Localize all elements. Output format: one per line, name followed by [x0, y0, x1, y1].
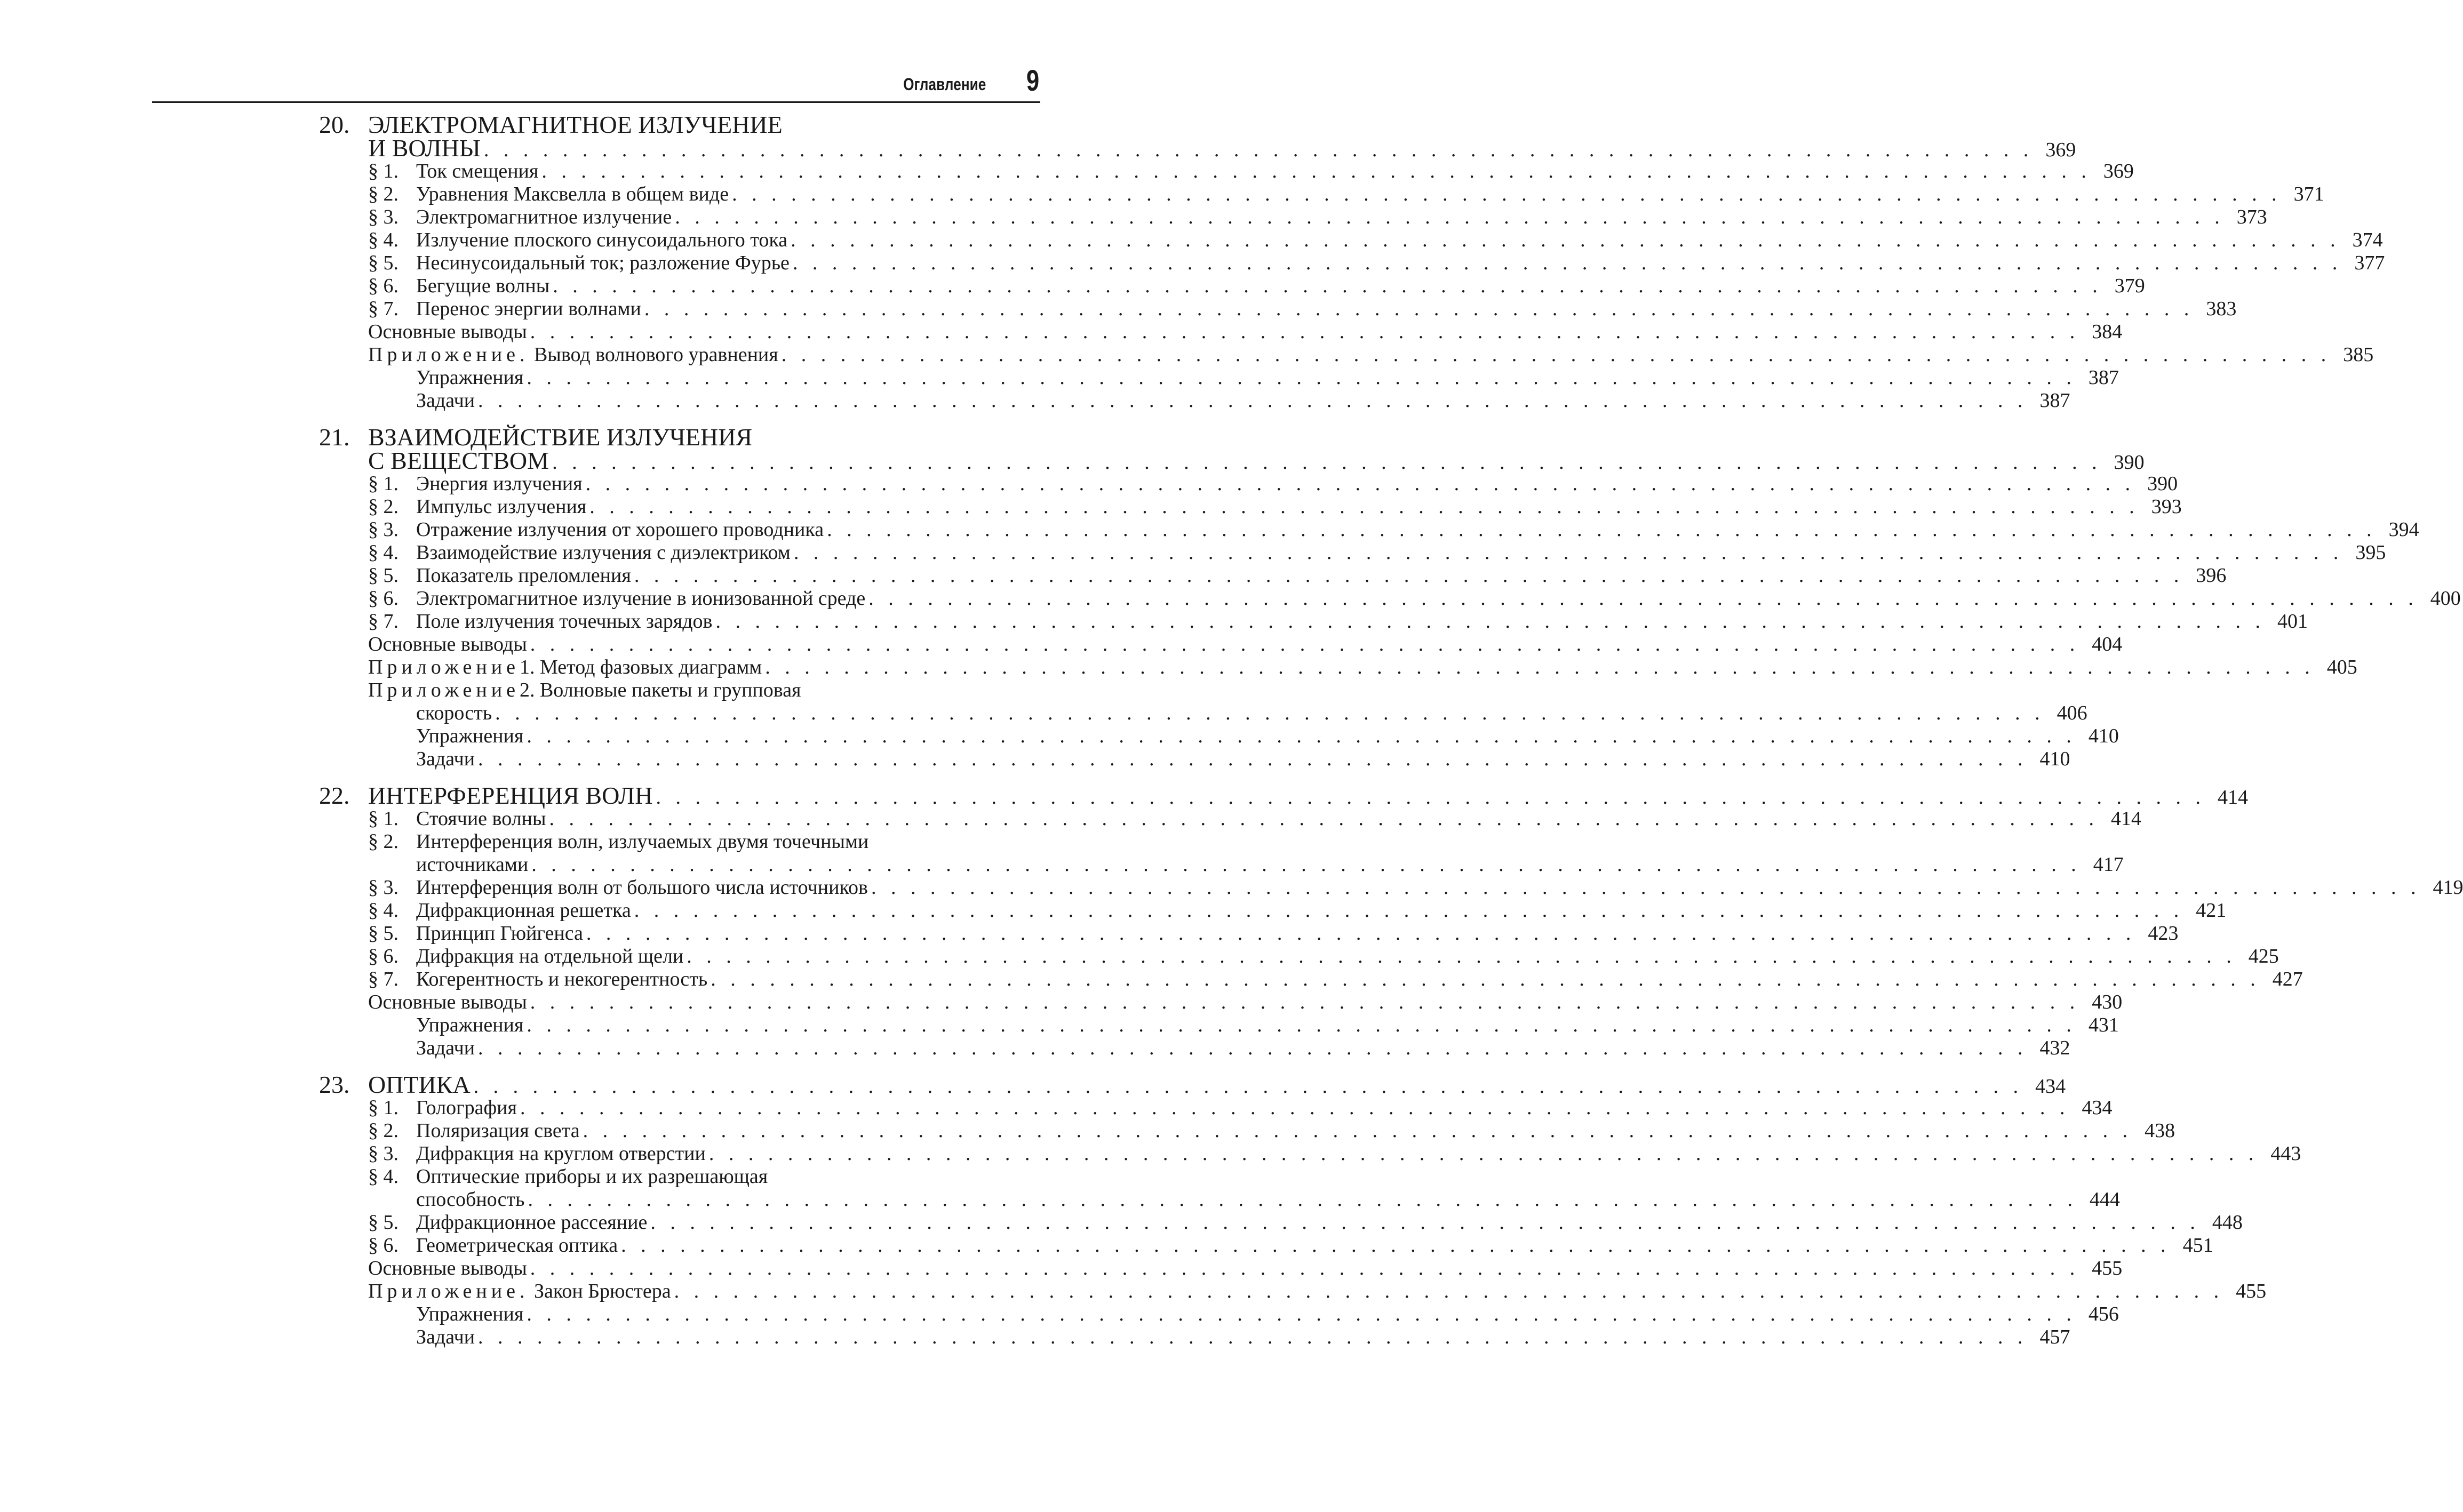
dot-leader: . . . . . . . . . . . . . . . . . . . . . . . . . . . . . . . . . . . . . . . . . . . . . . . . . . . . . . . . . . . . . . . . . . . . . . . . . . . . . . .: [765, 656, 2315, 678]
entry-page: 417: [2093, 853, 2124, 876]
section-number: § 5.: [368, 564, 398, 587]
section-number: § 7.: [368, 610, 398, 633]
entry-title: Голография: [416, 1097, 517, 1119]
toc-entry: [368, 725, 2119, 748]
chapter-title: ОПТИКА: [368, 1071, 471, 1098]
entry-page: 456: [2088, 1303, 2119, 1325]
dot-leader: . . . . . . . . . . . . . . . . . . . . . . . . . . . . . . . . . . . . . . . . . . . . . . . . . . . . . . . . . . . . . . . . . . . . . . . . . . . . . . .: [478, 389, 2028, 412]
dot-leader: . . . . . . . . . . . . . . . . . . . . . . . . . . . . . . . . . . . . . . . . . . . . . . . . . . . . . . . . . . . . . . . . . . . . . . . . . . . . . . .: [868, 587, 2418, 610]
entry-title: Приложение2. Волновые пакеты и групповая: [368, 679, 801, 701]
entry-page: 430: [2092, 991, 2123, 1013]
toc-entry: [368, 1326, 2070, 1349]
table-of-contents: [319, 111, 2463, 1362]
toc-entry: [368, 991, 2123, 1014]
dot-leader: . . . . . . . . . . . . . . . . . . . . . . . . . . . . . . . . . . . . . . . . . . . . . . . . . . . . . . . . . . . . . . . . . . . . . . . . . . . . . . .: [674, 1280, 2224, 1302]
dot-leader: . . . . . . . . . . . . . . . . . . . . . . . . . . . . . . . . . . . . . . . . . . . . . . . . . . . . . . . . . . . . . . . . . . . . . . . . . . . . . . .: [791, 229, 2340, 251]
toc-entry: [368, 587, 2461, 610]
dot-leader: . . . . . . . . . . . . . . . . . . . . . . . . . . . . . . . . . . . . . . . . . . . . . . . . . . . . . . . . . . . . . . . . . . . . . . . . . . . . . . .: [530, 321, 2080, 343]
toc-entry: [368, 564, 2227, 587]
toc-entry: [368, 1211, 2243, 1234]
chapter-heading-line: [319, 423, 1040, 451]
entry-title: способность: [416, 1188, 525, 1211]
entry-title: Излучение плоского синусоидального тока: [416, 229, 788, 251]
section-number: § 1.: [368, 160, 398, 182]
toc-entry: [368, 389, 2070, 412]
entry-title: Приложение. Закон Брюстера: [368, 1280, 671, 1302]
entry-title: Перенос энергии волнами: [416, 298, 641, 320]
toc-entry: [368, 1142, 2301, 1165]
dot-leader: . . . . . . . . . . . . . . . . . . . . . . . . . . . . . . . . . . . . . . . . . . . . . . . . . . . . . . . . . . . . . . . . . . . . . . . . . . . . . . .: [675, 206, 2225, 228]
entry-page: 387: [2088, 366, 2119, 389]
toc-entry: [368, 922, 2179, 945]
entry-page: 405: [2326, 656, 2357, 678]
section-number: § 3.: [368, 206, 398, 228]
section-number: § 2.: [368, 495, 398, 518]
dot-leader: . . . . . . . . . . . . . . . . . . . . . . . . . . . . . . . . . . . . . . . . . . . . . . . . . . . . . . . . . . . . . . . . . . . . . . . . . . . . . . .: [495, 702, 2045, 724]
dot-leader: . . . . . . . . . . . . . . . . . . . . . . . . . . . . . . . . . . . . . . . . . . . . . . . . . . . . . . . . . . . . . . . . . . . . . . . . . . . . . . .: [541, 160, 2091, 182]
dot-leader: . . . . . . . . . . . . . . . . . . . . . . . . . . . . . . . . . . . . . . . . . . . . . . . . . . . . . . . . . . . . . . . . . . . . . . . . . . . . . . .: [528, 1188, 2077, 1211]
dot-leader: . . . . . . . . . . . . . . . . . . . . . . . . . . . . . . . . . . . . . . . . . . . . . . . . . . . . . . . . . . . . . . . . . . . . . . . . . . . . . . .: [687, 945, 2236, 967]
dot-leader: . . . . . . . . . . . . . . . . . . . . . . . . . . . . . . . . . . . . . . . . . . . . . . . . . . . . . . . . . . . . . . . . . . . . . . . . . . . . . . .: [531, 853, 2081, 876]
entry-title: Упражнения: [416, 1303, 524, 1325]
entry-page: 390: [2147, 473, 2178, 495]
toc-entry: [368, 748, 2070, 771]
toc-entry: [368, 610, 2308, 633]
entry-title: Дифракция на круглом отверстии: [416, 1142, 706, 1165]
toc-entry: [368, 298, 2237, 321]
toc-entry: [368, 160, 2134, 183]
dot-leader: . . . . . . . . . . . . . . . . . . . . . . . . . . . . . . . . . . . . . . . . . . . . . . . . . . . . . . . . . . . . . . . . . . . . . . . . . . . . . . .: [589, 495, 2139, 518]
toc-chapter: [319, 423, 2461, 771]
dot-leader: . . . . . . . . . . . . . . . . . . . . . . . . . . . . . . . . . . . . . . . . . . . . . . . . . . . . . . . . . . . . . . . . . . . . . . . . . . . . . . .: [792, 252, 2342, 274]
chapter-page: 390: [2114, 451, 2145, 474]
entry-page: 379: [2114, 275, 2145, 297]
section-number: § 6.: [368, 275, 398, 297]
toc-entry: [368, 206, 2267, 229]
dot-leader: . . . . . . . . . . . . . . . . . . . . . . . . . . . . . . . . . . . . . . . . . . . . . . . . . . . . . . . . . . . . . . . . . . . . . . . . . . . . . . .: [715, 610, 2265, 633]
entry-title: Интерференция волн от большого числа источников: [416, 876, 868, 899]
dot-leader: . . . . . . . . . . . . . . . . . . . . . . . . . . . . . . . . . . . . . . . . . . . . . . . . . . . . . . . . . . . . . . . . . . . . . . . . . . . . . . .: [549, 807, 2099, 830]
toc-entry: [368, 541, 2386, 564]
toc-entry: [368, 1037, 2070, 1060]
toc-entry: [368, 679, 1040, 702]
dot-leader: . . . . . . . . . . . . . . . . . . . . . . . . . . . . . . . . . . . . . . . . . . . . . . . . . . . . . . . . . . . . . . . . . . . . . . . . . . . . . . .: [585, 473, 2135, 495]
entry-page: 423: [2148, 922, 2179, 945]
entry-page: 393: [2151, 495, 2182, 518]
entry-page: 377: [2354, 252, 2385, 274]
toc-entry: [368, 876, 2463, 899]
entry-page: 431: [2088, 1014, 2119, 1036]
dot-leader: . . . . . . . . . . . . . . . . . . . . . . . . . . . . . . . . . . . . . . . . . . . . . . . . . . . . . . . . . . . . . . . . . . . . . . . . . . . . . . .: [520, 1097, 2070, 1119]
entry-title: Взаимодействие излучения с диэлектриком: [416, 541, 791, 564]
section-number: § 5.: [368, 252, 398, 274]
appendix-label: Приложение: [368, 679, 520, 701]
chapter-heading-line: [319, 111, 1040, 138]
entry-page: 419: [2433, 876, 2463, 899]
entry-title: Основные выводы: [368, 633, 527, 655]
entry-title: Геометрическая оптика: [416, 1234, 618, 1257]
dot-leader: . . . . . . . . . . . . . . . . . . . . . . . . . . . . . . . . . . . . . . . . . . . . . . . . . . . . . . . . . . . . . . . . . . . . . . . . . . . . . . .: [621, 1234, 2171, 1257]
toc-entry: [368, 1188, 2120, 1211]
toc-entry: [368, 473, 2178, 495]
section-number: § 6.: [368, 1234, 398, 1257]
entry-title: Задачи: [416, 389, 475, 412]
section-number: § 3.: [368, 1142, 398, 1165]
toc-entry: [368, 252, 2385, 275]
dot-leader: . . . . . . . . . . . . . . . . . . . . . . . . . . . . . . . . . . . . . . . . . . . . . . . . . . . . . . . . . . . . . . . . . . . . . . . . . . . . . . .: [644, 298, 2194, 320]
section-number: § 7.: [368, 968, 398, 990]
entry-page: 374: [2352, 229, 2383, 251]
entry-title: Оптические приборы и их разрешающая: [416, 1165, 768, 1188]
section-number: § 2.: [368, 183, 398, 205]
toc-entry: [368, 1014, 2119, 1037]
dot-leader: . . . . . . . . . . . . . . . . . . . . . . . . . . . . . . . . . . . . . . . . . . . . . . . . . . . . . . . . . . . . . . . . . . . . . . . . . . . . . . .: [527, 1014, 2076, 1036]
toc-entry: [368, 518, 2419, 541]
toc-entry: [368, 1234, 2213, 1257]
toc-entry: [368, 495, 2182, 518]
section-number: § 4.: [368, 229, 398, 251]
dot-leader: . . . . . . . . . . . . . . . . . . . . . . . . . . . . . . . . . . . . . . . . . . . . . . . . . . . . . . . . . . . . . . . . . . . . . . . . . . . . . . .: [478, 748, 2028, 770]
header-title: Оглавление: [903, 75, 986, 94]
toc-entry: [368, 321, 2123, 343]
chapter-number: 21.: [319, 423, 350, 451]
section-number: § 1.: [368, 473, 398, 495]
entry-title: Бегущие волны: [416, 275, 550, 297]
toc-entry: [368, 830, 1040, 853]
entry-title: Дифракция на отдельной щели: [416, 945, 684, 967]
chapter-number: 20.: [319, 111, 350, 138]
dot-leader: . . . . . . . . . . . . . . . . . . . . . . . . . . . . . . . . . . . . . . . . . . . . . . . . . . . . . . . . . . . . . . . . . . . . . . . . . . . . . . .: [483, 139, 2034, 161]
entry-page: 400: [2430, 587, 2461, 610]
appendix-label: Приложение.: [368, 343, 529, 366]
toc-chapter: [319, 782, 2463, 1060]
entry-page: 432: [2039, 1037, 2070, 1059]
toc-entry: [368, 1097, 2113, 1119]
chapter-title: С ВЕЩЕСТВОМ: [368, 447, 549, 474]
entry-page: 371: [2293, 183, 2324, 205]
entry-page: 394: [2388, 518, 2419, 541]
dot-leader: . . . . . . . . . . . . . . . . . . . . . . . . . . . . . . . . . . . . . . . . . . . . . . . . . . . . . . . . . . . . . . . . . . . . . . . . . . . . . . .: [708, 1142, 2259, 1165]
entry-title: Принцип Гюйгенса: [416, 922, 583, 945]
entry-page: 414: [2111, 807, 2142, 830]
section-number: § 5.: [368, 922, 398, 945]
entry-page: 448: [2212, 1211, 2243, 1234]
entry-page: 438: [2145, 1119, 2175, 1142]
section-number: § 1.: [368, 807, 398, 830]
running-header: [152, 63, 1040, 103]
toc-entry: [368, 343, 2374, 366]
dot-leader: . . . . . . . . . . . . . . . . . . . . . . . . . . . . . . . . . . . . . . . . . . . . . . . . . . . . . . . . . . . . . . . . . . . . . . . . . . . . . . .: [656, 786, 2205, 809]
entry-title: Основные выводы: [368, 1257, 527, 1279]
chapter-page: 434: [2035, 1075, 2066, 1098]
entry-page: 385: [2343, 343, 2374, 366]
dot-leader: . . . . . . . . . . . . . . . . . . . . . . . . . . . . . . . . . . . . . . . . . . . . . . . . . . . . . . . . . . . . . . . . . . . . . . . . . . . . . . .: [552, 451, 2102, 474]
section-number: § 1.: [368, 1097, 398, 1119]
chapter-heading-line: [368, 447, 2145, 474]
section-number: § 6.: [368, 945, 398, 967]
entry-title: Электромагнитное излучение: [416, 206, 672, 228]
entry-title: Задачи: [416, 748, 475, 770]
toc-entry: [368, 945, 2279, 968]
entry-page: 401: [2277, 610, 2308, 633]
entry-page: 383: [2206, 298, 2237, 320]
dot-leader: . . . . . . . . . . . . . . . . . . . . . . . . . . . . . . . . . . . . . . . . . . . . . . . . . . . . . . . . . . . . . . . . . . . . . . . . . . . . . . .: [583, 1119, 2133, 1142]
entry-title: Дифракционная решетка: [416, 899, 631, 922]
entry-page: 396: [2196, 564, 2227, 587]
dot-leader: . . . . . . . . . . . . . . . . . . . . . . . . . . . . . . . . . . . . . . . . . . . . . . . . . . . . . . . . . . . . . . . . . . . . . . . . . . . . . . .: [527, 725, 2076, 747]
toc-entry: [368, 275, 2145, 298]
entry-title: Основные выводы: [368, 991, 527, 1013]
dot-leader: . . . . . . . . . . . . . . . . . . . . . . . . . . . . . . . . . . . . . . . . . . . . . . . . . . . . . . . . . . . . . . . . . . . . . . . . . . . . . . .: [634, 564, 2184, 587]
dot-leader: . . . . . . . . . . . . . . . . . . . . . . . . . . . . . . . . . . . . . . . . . . . . . . . . . . . . . . . . . . . . . . . . . . . . . . . . . . . . . . .: [553, 275, 2102, 297]
toc-entry: [368, 1303, 2119, 1326]
entry-page: 387: [2039, 389, 2070, 412]
dot-leader: . . . . . . . . . . . . . . . . . . . . . . . . . . . . . . . . . . . . . . . . . . . . . . . . . . . . . . . . . . . . . . . . . . . . . . . . . . . . . . .: [732, 183, 2282, 205]
entry-page: 457: [2039, 1326, 2070, 1348]
entry-title: Когерентность и некогерентность: [416, 968, 708, 990]
entry-title: Поляризация света: [416, 1119, 580, 1142]
section-number: § 3.: [368, 518, 398, 541]
dot-leader: . . . . . . . . . . . . . . . . . . . . . . . . . . . . . . . . . . . . . . . . . . . . . . . . . . . . . . . . . . . . . . . . . . . . . . . . . . . . . . .: [473, 1075, 2023, 1098]
appendix-label: Приложение: [368, 656, 520, 678]
toc-chapter: [319, 111, 2385, 412]
section-number: § 2.: [368, 830, 398, 853]
toc-entry: [368, 366, 2119, 389]
entry-page: 455: [2092, 1257, 2123, 1279]
toc-entry: [368, 633, 2123, 656]
dot-leader: . . . . . . . . . . . . . . . . . . . . . . . . . . . . . . . . . . . . . . . . . . . . . . . . . . . . . . . . . . . . . . . . . . . . . . . . . . . . . . .: [478, 1326, 2028, 1348]
dot-leader: . . . . . . . . . . . . . . . . . . . . . . . . . . . . . . . . . . . . . . . . . . . . . . . . . . . . . . . . . . . . . . . . . . . . . . . . . . . . . . .: [527, 1303, 2076, 1325]
dot-leader: . . . . . . . . . . . . . . . . . . . . . . . . . . . . . . . . . . . . . . . . . . . . . . . . . . . . . . . . . . . . . . . . . . . . . . . . . . . . . . .: [586, 922, 2136, 945]
entry-page: 384: [2092, 321, 2123, 343]
chapter-page: 414: [2217, 786, 2248, 809]
dot-leader: . . . . . . . . . . . . . . . . . . . . . . . . . . . . . . . . . . . . . . . . . . . . . . . . . . . . . . . . . . . . . . . . . . . . . . . . . . . . . . .: [827, 518, 2377, 541]
toc-entry: [368, 968, 2303, 991]
entry-title: Импульс излучения: [416, 495, 587, 518]
entry-title: Поле излучения точечных зарядов: [416, 610, 713, 633]
chapter-title: ЭЛЕКТРОМАГНИТНОЕ ИЗЛУЧЕНИЕ: [368, 111, 783, 138]
dot-leader: . . . . . . . . . . . . . . . . . . . . . . . . . . . . . . . . . . . . . . . . . . . . . . . . . . . . . . . . . . . . . . . . . . . . . . . . . . . . . . .: [871, 876, 2421, 899]
chapter-heading-line: [319, 782, 2248, 809]
chapter-page: 369: [2045, 139, 2076, 161]
entry-title: источниками: [416, 853, 529, 876]
entry-title: скорость: [416, 702, 492, 724]
entry-page: 455: [2236, 1280, 2267, 1302]
entry-title: Энергия излучения: [416, 473, 583, 495]
entry-title: Задачи: [416, 1037, 475, 1059]
chapter-heading-line: [368, 134, 2076, 162]
dot-leader: . . . . . . . . . . . . . . . . . . . . . . . . . . . . . . . . . . . . . . . . . . . . . . . . . . . . . . . . . . . . . . . . . . . . . . . . . . . . . . .: [634, 899, 2184, 922]
toc-entry: [368, 853, 2124, 876]
entry-page: 406: [2057, 702, 2087, 724]
section-number: § 4.: [368, 899, 398, 922]
dot-leader: . . . . . . . . . . . . . . . . . . . . . . . . . . . . . . . . . . . . . . . . . . . . . . . . . . . . . . . . . . . . . . . . . . . . . . . . . . . . . . .: [650, 1211, 2200, 1234]
entry-title: Интерференция волн, излучаемых двумя точечными: [416, 830, 869, 853]
entry-page: 443: [2270, 1142, 2301, 1165]
section-number: § 2.: [368, 1119, 398, 1142]
section-number: § 4.: [368, 541, 398, 564]
entry-page: 373: [2236, 206, 2267, 228]
entry-title: Показатель преломления: [416, 564, 631, 587]
entry-page: 451: [2182, 1234, 2213, 1257]
entry-title: Дифракционное рассеяние: [416, 1211, 648, 1234]
dot-leader: . . . . . . . . . . . . . . . . . . . . . . . . . . . . . . . . . . . . . . . . . . . . . . . . . . . . . . . . . . . . . . . . . . . . . . . . . . . . . . .: [781, 343, 2331, 366]
entry-title: Упражнения: [416, 725, 524, 747]
entry-page: 444: [2089, 1188, 2120, 1211]
entry-title: Упражнения: [416, 1014, 524, 1036]
section-number: § 3.: [368, 876, 398, 899]
chapter-heading-line: [319, 1071, 2066, 1098]
dot-leader: . . . . . . . . . . . . . . . . . . . . . . . . . . . . . . . . . . . . . . . . . . . . . . . . . . . . . . . . . . . . . . . . . . . . . . . . . . . . . . .: [527, 366, 2076, 389]
entry-page: 404: [2092, 633, 2123, 655]
chapter-title: ИНТЕРФЕРЕНЦИЯ ВОЛН: [368, 782, 653, 809]
entry-title: Уравнения Максвелла в общем виде: [416, 183, 729, 205]
chapter-title: И ВОЛНЫ: [368, 134, 481, 162]
entry-title: Несинусоидальный ток; разложение Фурье: [416, 252, 790, 274]
entry-page: 395: [2355, 541, 2386, 564]
toc-entry: [368, 807, 2142, 830]
entry-title: Ток смещения: [416, 160, 539, 182]
entry-title: Приложение1. Метод фазовых диаграмм: [368, 656, 762, 678]
entry-page: 434: [2082, 1097, 2113, 1119]
dot-leader: . . . . . . . . . . . . . . . . . . . . . . . . . . . . . . . . . . . . . . . . . . . . . . . . . . . . . . . . . . . . . . . . . . . . . . . . . . . . . . .: [530, 633, 2080, 655]
dot-leader: . . . . . . . . . . . . . . . . . . . . . . . . . . . . . . . . . . . . . . . . . . . . . . . . . . . . . . . . . . . . . . . . . . . . . . . . . . . . . . .: [530, 991, 2080, 1013]
entry-page: 369: [2103, 160, 2134, 182]
section-number: § 5.: [368, 1211, 398, 1234]
toc-entry: [368, 899, 2227, 922]
dot-leader: . . . . . . . . . . . . . . . . . . . . . . . . . . . . . . . . . . . . . . . . . . . . . . . . . . . . . . . . . . . . . . . . . . . . . . . . . . . . . . .: [793, 541, 2344, 564]
entry-title: Основные выводы: [368, 321, 527, 343]
section-number: § 7.: [368, 298, 398, 320]
toc-entry: [368, 229, 2383, 252]
entry-title: Отражение излучения от хорошего проводника: [416, 518, 824, 541]
section-number: § 6.: [368, 587, 398, 610]
entry-page: 427: [2272, 968, 2303, 990]
entry-title: Стоячие волны: [416, 807, 546, 830]
chapter-number: 22.: [319, 782, 350, 809]
entry-page: 410: [2088, 725, 2119, 747]
toc-entry: [368, 1280, 2267, 1303]
toc-entry: [368, 1119, 2175, 1142]
toc-entry: [368, 1165, 1040, 1188]
toc-chapter: [319, 1071, 2301, 1349]
appendix-label: Приложение.: [368, 1280, 529, 1302]
toc-entry: [368, 702, 2087, 725]
section-number: § 4.: [368, 1165, 398, 1188]
entry-title: Приложение. Вывод волнового уравнения: [368, 343, 778, 366]
page-number: 9: [1026, 63, 1039, 97]
dot-leader: . . . . . . . . . . . . . . . . . . . . . . . . . . . . . . . . . . . . . . . . . . . . . . . . . . . . . . . . . . . . . . . . . . . . . . . . . . . . . . .: [478, 1037, 2028, 1059]
entry-title: Задачи: [416, 1326, 475, 1348]
toc-entry: [368, 656, 2357, 679]
chapter-number: 23.: [319, 1071, 350, 1098]
dot-leader: . . . . . . . . . . . . . . . . . . . . . . . . . . . . . . . . . . . . . . . . . . . . . . . . . . . . . . . . . . . . . . . . . . . . . . . . . . . . . . .: [530, 1257, 2080, 1279]
toc-entry: [368, 183, 2324, 206]
entry-page: 410: [2039, 748, 2070, 770]
toc-entry: [368, 1257, 2123, 1280]
entry-title: Упражнения: [416, 366, 524, 389]
dot-leader: . . . . . . . . . . . . . . . . . . . . . . . . . . . . . . . . . . . . . . . . . . . . . . . . . . . . . . . . . . . . . . . . . . . . . . . . . . . . . . .: [711, 968, 2260, 990]
entry-title: Электромагнитное излучение в ионизованной среде: [416, 587, 866, 610]
chapter-title: ВЗАИМОДЕЙСТВИЕ ИЗЛУЧЕНИЯ: [368, 423, 753, 451]
entry-page: 421: [2196, 899, 2227, 922]
entry-page: 425: [2248, 945, 2279, 967]
